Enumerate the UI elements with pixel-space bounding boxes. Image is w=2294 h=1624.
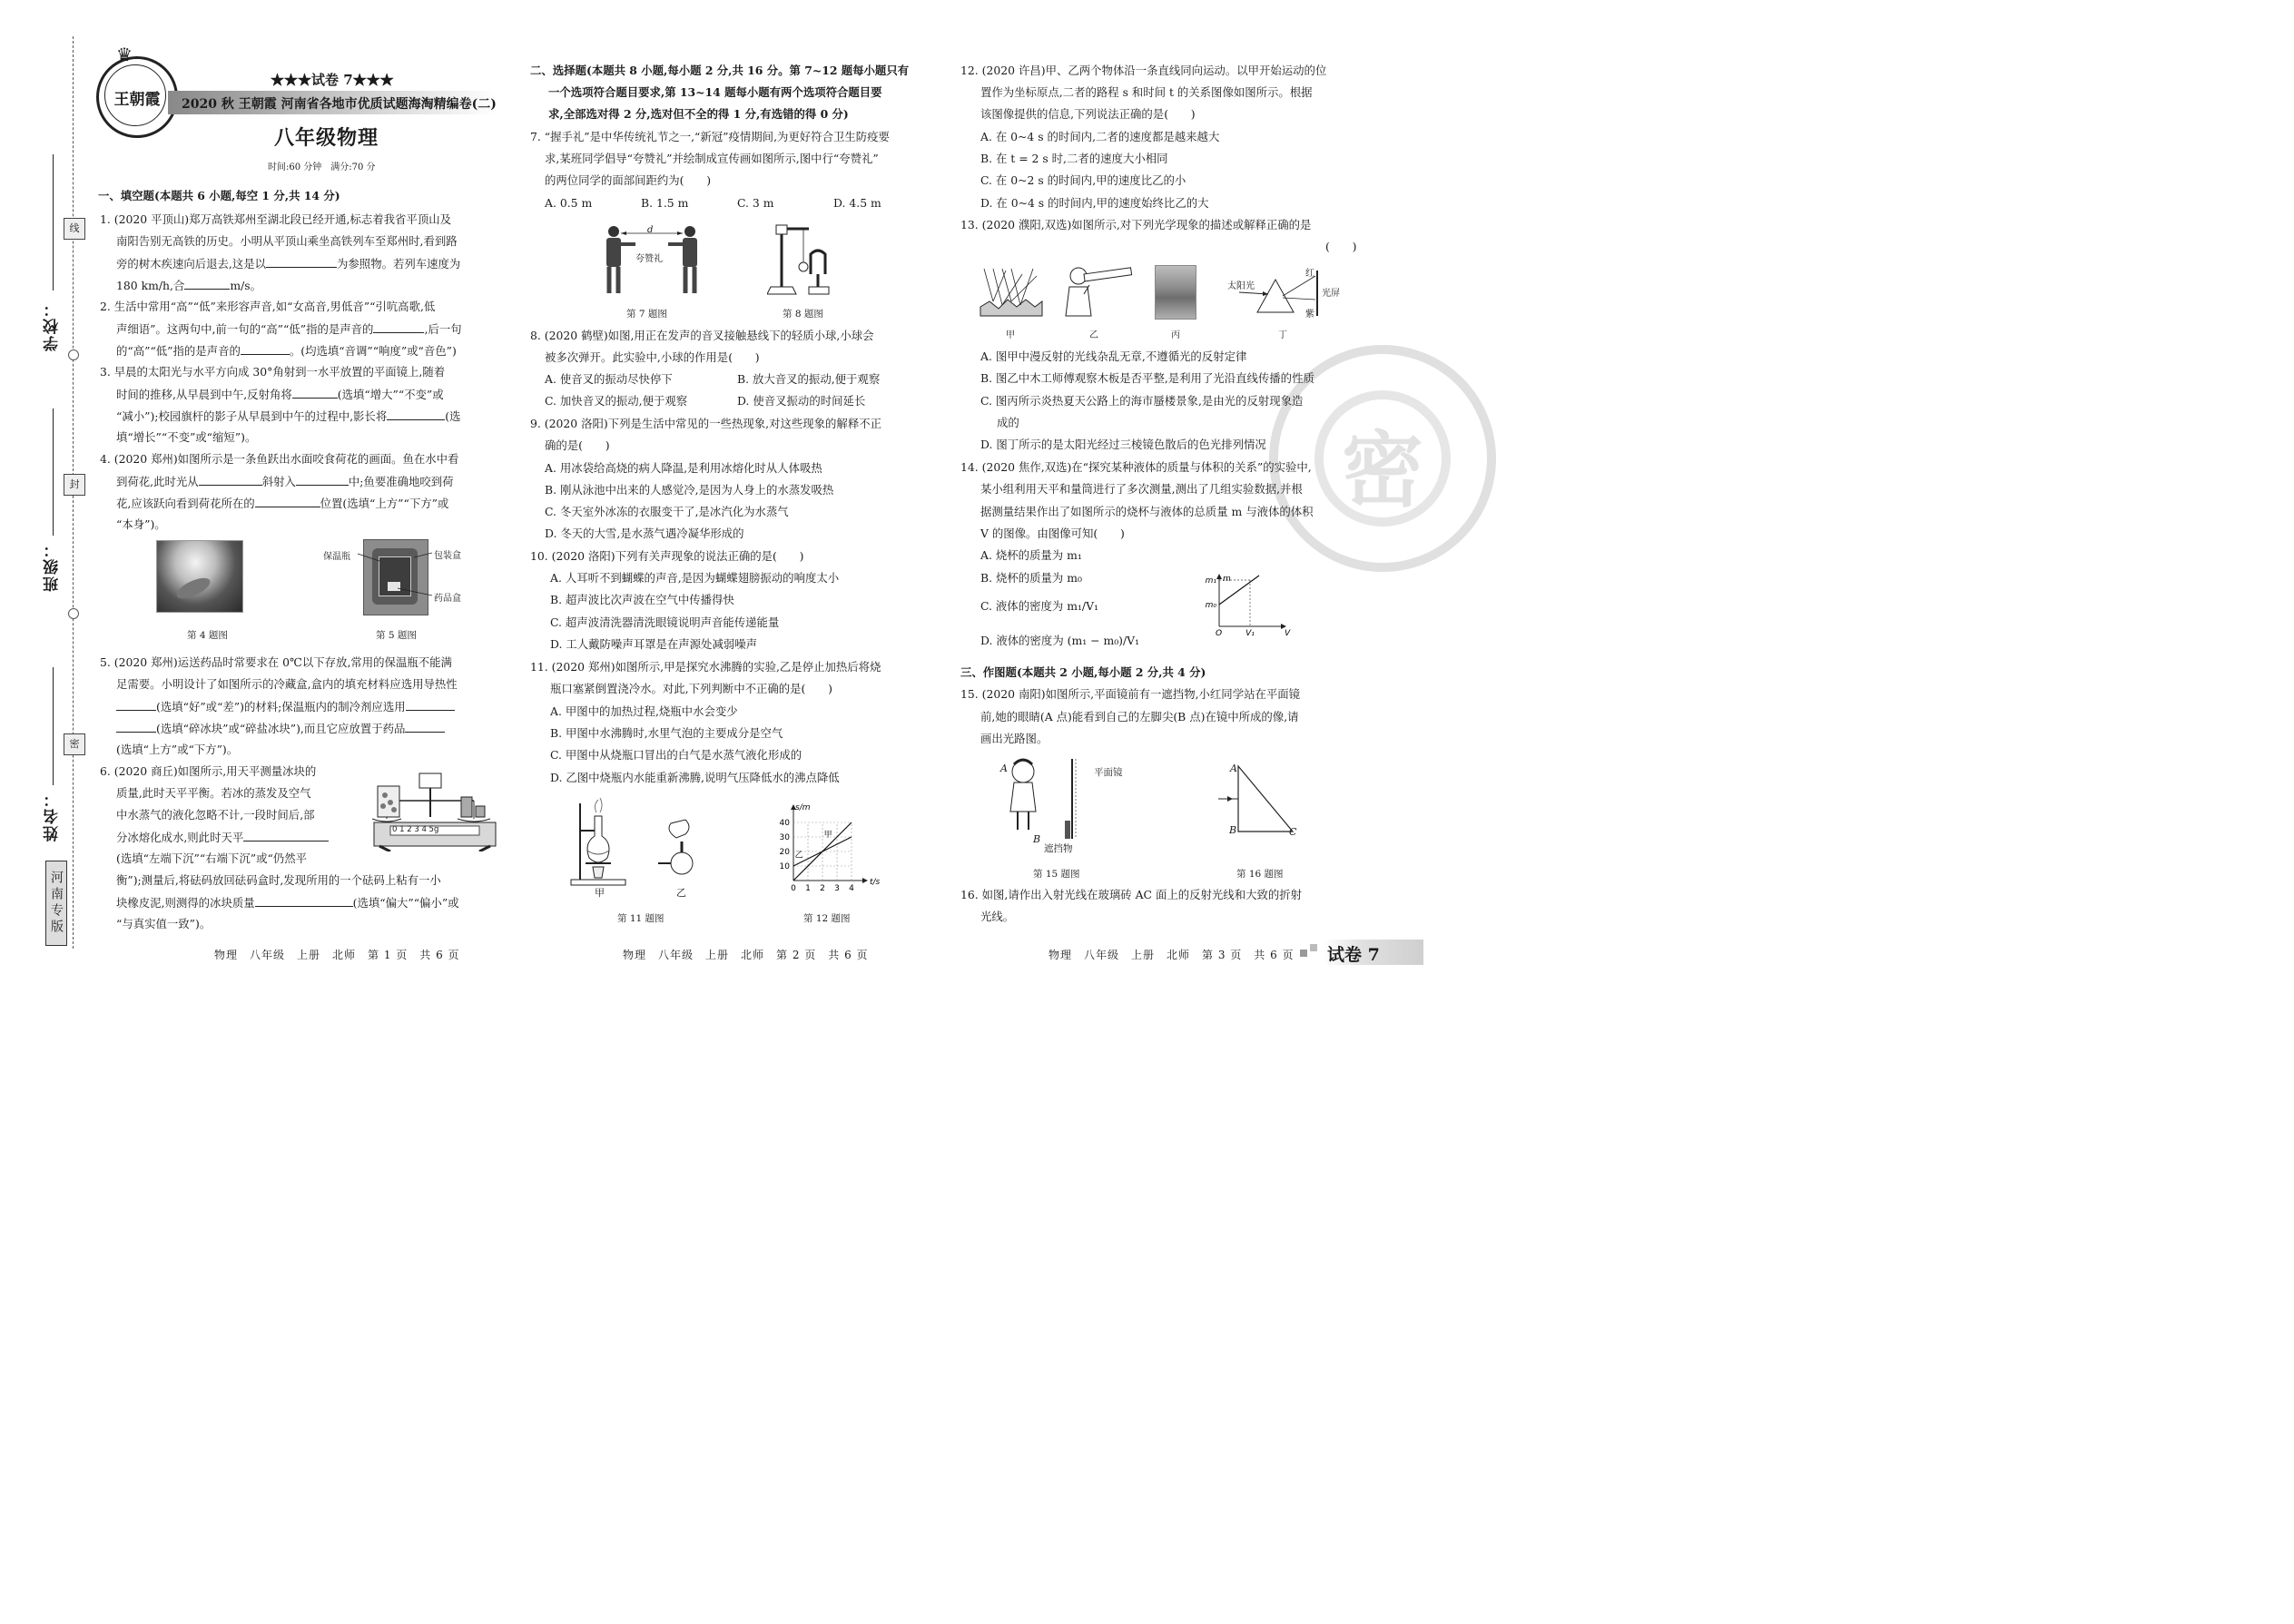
seal-mark-3: 密 [64,733,85,755]
q7-option[interactable]: C. 3 m [737,196,774,210]
answer-blank[interactable] [405,721,445,733]
figure-5-caption: 第 5 题图 [376,630,417,641]
answer-blank[interactable] [199,474,262,486]
fig16-label: C [1289,826,1297,838]
fig5-label: 药品盒 [434,594,461,604]
x-tick-label: O [1216,629,1223,637]
q14-option[interactable]: A. 烧杯的质量为 m₁ [980,548,1082,562]
q2-line: 声细语”。这两句中,前一句的“高”“低”指的是声音的 ,后一句 [116,322,462,336]
q12-option[interactable]: A. 在 0~4 s 的时间内,二者的速度都是越来越大 [980,130,1220,143]
q14-option[interactable]: C. 液体的密度为 m₁/V₁ [980,599,1099,613]
q16-line: 光线。 [980,910,1015,923]
x-tick-label: 3 [834,884,840,893]
q6-line: 6. (2020 商丘)如图所示,用天平测量冰块的 [100,764,317,778]
seal-mark-1: 线 [64,218,85,240]
figure-7-caption: 第 7 题图 [626,309,667,320]
section-2-title: 一个选项符合题目要求,第 13~14 题每小题有两个选项符合题目要 [548,85,882,99]
corner-decoration [1300,950,1307,957]
q15-line: 前,她的眼睛(A 点)能看到自己的左脚尖(B 点)在镜中所成的像,请 [980,710,1299,723]
q12-option[interactable]: C. 在 0~2 s 的时间内,甲的速度比乙的小 [980,173,1186,187]
figure-13-jia [979,265,1044,318]
q12-option[interactable]: D. 在 0~4 s 的时间内,甲的速度始终比乙的大 [980,196,1209,210]
q5-line: 5. (2020 郑州)运送药品时常要求在 0℃以下存放,常用的保温瓶不能满 [100,655,452,669]
q3-line: 3. 早晨的太阳光与水平方向成 30°角射到一水平放置的平面镜上,随着 [100,365,446,379]
y-tick-label: 20 [779,848,790,857]
y-tick-label: 10 [779,862,790,871]
fig5-leader-lines [354,545,445,608]
q9-option[interactable]: C. 冬天室外冰冻的衣服变干了,是冰汽化为水蒸气 [545,505,789,518]
q11-line: 瓶口塞紧倒置浇冷水。对此,下列判断中不正确的是( ) [550,682,832,695]
subject-title: 八年级物理 [274,126,379,150]
q3-line: “减小”);校园旗杆的影子从早晨到中午的过程中,影长将 (选 [116,409,461,423]
region-tag: 河南专版 [45,861,67,946]
section-3-title: 三、作图题(本题共 2 小题,每小题 2 分,共 4 分) [960,665,1206,679]
answer-blank[interactable] [255,496,320,507]
q12-line: 置作为坐标原点,二者的路程 s 和时间 t 的关系图像如图所示。根据 [980,85,1313,99]
x-tick-label: 4 [849,884,854,893]
fig13-label: 太阳光 [1227,281,1255,291]
fig15-label: A [1000,763,1008,774]
q13-option[interactable]: A. 图甲中漫反射的光线杂乱无章,不遵循光的反射定律 [980,349,1247,363]
q13-line: ( ) [1325,240,1357,253]
answer-blank[interactable] [387,408,445,420]
q12-option[interactable]: B. 在 t = 2 s 时,二者的速度大小相同 [980,152,1168,165]
corner-tag: 试卷 7 [1324,940,1423,965]
corner-decoration [1310,944,1317,951]
q15-line: 画出光路图。 [980,732,1049,745]
fig13-panel-label: 乙 [1089,330,1098,340]
x-tick-label: 1 [805,884,811,893]
x-axis-label: t/s [870,878,881,887]
figure-16-caption: 第 16 题图 [1236,869,1284,880]
y-axis-label: s/m [795,803,811,812]
fig13-panel-label: 丁 [1278,330,1287,340]
q3-line: 填“增长”“不变”或“缩短”)。 [116,430,257,444]
q7-line: 7. “握手礼”是中华传统礼节之一,“新冠”疫情期间,为更好符合卫生防疫要 [530,130,890,143]
hole-mark [68,349,79,360]
y-tick-label: 30 [779,833,790,842]
figure-13-yi [1062,263,1135,318]
q14-line: 某小组利用天平和量筒进行了多次测量,测出了几组实验数据,并根 [980,482,1303,496]
q8-option[interactable]: D. 使音叉振动的时间延长 [737,394,866,408]
figure-4-caption: 第 4 题图 [187,630,228,641]
q10-option[interactable]: A. 人耳听不到蝴蝶的声音,是因为蝴蝶翅膀振动的响度太小 [550,571,840,585]
crown-icon: ♛ [116,44,133,65]
section-2-title: 求,全部选对得 2 分,选对但不全的得 1 分,有选错的得 0 分) [548,107,849,121]
q13-option-cont: 成的 [997,416,1019,429]
q10-option[interactable]: D. 工人戴防噪声耳罩是在声源处减弱噪声 [550,637,758,651]
fig13-label: 光屏 [1322,289,1340,299]
q5-line: (选填“好”或“差”)的材料;保温瓶内的制冷剂应选用 [116,699,455,714]
q10-line: 10. (2020 洛阳)下列有关声现象的说法正确的是( ) [530,549,804,563]
y-tick-label: 40 [779,819,790,828]
name-field[interactable] [53,667,54,785]
fig7-d-label: d [647,225,654,235]
fig16-label: A [1230,763,1237,774]
figure-13-bing-photo [1155,265,1196,320]
answer-blank[interactable] [373,321,424,333]
answer-blank[interactable] [241,343,290,355]
answer-blank[interactable] [266,256,337,268]
q1-line: 旁的树木疾速向后退去,这是以 为参照物。若列车速度为 [116,257,461,271]
balance-figure [367,770,501,851]
figure-15-caption: 第 15 题图 [1033,869,1080,880]
answer-blank[interactable] [406,699,455,711]
q4-line: 4. (2020 郑州)如图所示是一条鱼跃出水面咬食荷花的画面。鱼在水中看 [100,452,459,466]
q15-line: 15. (2020 南阳)如图所示,平面镜前有一遮挡物,小红同学站在平面镜 [960,687,1301,701]
q12-line: 该图像提供的信息,下列说法正确的是( ) [980,107,1196,121]
fig11-label: 甲 [595,887,605,899]
q12-line: 12. (2020 许昌)甲、乙两个物体沿一条直线同向运动。以甲开始运动的位 [960,64,1327,77]
q13-option[interactable]: D. 图丁所示的是太阳光经过三棱镜色散后的色光排列情况 [980,438,1266,451]
q9-option[interactable]: D. 冬天的大雪,是水蒸气遇冷凝华形成的 [545,527,744,540]
logo: 王朝霞 [96,56,178,138]
answer-blank[interactable] [184,278,230,290]
figure-11-illustration [567,794,713,890]
fig13-panel-label: 甲 [1006,330,1015,340]
figure-4-photo [156,540,243,613]
q7-option[interactable]: B. 1.5 m [641,196,689,210]
q10-option[interactable]: B. 超声波比次声波在空气中传播得快 [550,593,734,606]
series-label: 甲 [823,831,832,840]
q14-line: V 的图像。由图像可知( ) [980,527,1125,540]
q1-line: 180 km/h,合 m/s。 [116,279,262,292]
q6-line: (选填“左端下沉”“右端下沉”或“仍然平 [116,851,307,865]
figure-15-illustration [1003,755,1094,855]
class-field[interactable] [53,408,54,536]
figure-8-illustration [767,218,840,300]
q9-option[interactable]: B. 刚从泳池中出来的人感觉冷,是因为人身上的水蒸发吸热 [545,483,834,497]
figure-12-caption: 第 12 题图 [803,913,851,924]
time-info: 时间:60 分钟 满分:70 分 [268,162,376,172]
figure-11-caption: 第 11 题图 [617,913,665,924]
fig15-label: 平面镜 [1094,767,1123,778]
school-label: 学校： [44,300,62,351]
fig13-label: 红 [1305,269,1314,279]
q13-line: 13. (2020 濮阳,双选)如图所示,对下列光学现象的描述或解释正确的是 [960,218,1312,231]
series-title: 2020 秋 王朝霞 河南省各地市优质试题海淘精编卷(二) [182,97,497,112]
q8-option[interactable]: C. 加快音叉的振动,便于观察 [545,394,688,408]
q5-line: (选填“碎冰块”或“碎盐冰块”),而且它应放置于药品 [116,721,445,736]
q1-line: 1. (2020 平顶山)郑万高铁郑州至湖北段已经开通,标志着我省平顶山及 [100,212,451,226]
q8-line: 被多次弹开。此实验中,小球的作用是( ) [545,350,760,364]
q11-option[interactable]: D. 乙图中烧瓶内水能重新沸腾,说明气压降低水的沸点降低 [550,771,840,784]
hole-mark [68,608,79,619]
fig11-label: 乙 [676,887,686,899]
y-axis-arrow [1216,574,1222,579]
section-1-title: 一、填空题(本题共 6 小题,每空 1 分,共 14 分) [98,189,340,202]
q6-line: 衡”);测量后,将砝码放回砝码盒时,发现所用的一个砝码上粘有一小 [116,873,441,887]
class-label: 班级： [44,540,62,592]
fig7-label: 夸赞礼 [635,254,663,264]
q14-option[interactable]: B. 烧杯的质量为 m₀ [980,571,1082,585]
q6-line: “与真实值一致”)。 [116,917,212,930]
y-tick-label: m₁ [1205,576,1216,586]
q16-line: 16. 如图,请作出入射光线在玻璃砖 AC 面上的反射光线和大致的折射 [960,888,1303,901]
q7-option[interactable]: A. 0.5 m [545,196,593,210]
x-tick-label: 0 [791,884,796,893]
q9-option[interactable]: A. 用冰袋给高烧的病人降温,是利用冰熔化时从人体吸热 [545,461,822,475]
q7-option[interactable]: D. 4.5 m [833,196,881,210]
q11-option[interactable]: C. 甲图中从烧瓶口冒出的白气是水蒸气液化形成的 [550,748,802,762]
q10-option[interactable]: C. 超声波清洗器清洗眼镜说明声音能传递能量 [550,615,780,629]
footer-page-2: 物理 八年级 上册 北师 第 2 页 共 6 页 [623,949,869,961]
q9-line: 确的是( ) [545,438,610,452]
fig5-label: 包装盒 [434,551,461,561]
q7-line: 的两位同学的面部间距约为( ) [545,173,712,187]
answer-blank[interactable] [292,387,338,399]
x-axis-label: V [1285,629,1291,637]
section-2-title: 二、选择题(本题共 8 小题,每小题 2 分,共 16 分。第 7~12 题每小题只有 [530,64,910,77]
q1-line: 南阳告别无高铁的历史。小明从平顶山乘坐高铁列车至郑州时,看到路 [116,234,458,248]
name-label: 姓名： [44,790,62,842]
y-tick-label: m₀ [1205,601,1216,610]
q6-line: 质量,此时天平平衡。若冰的蒸发及空气 [116,786,311,800]
q14-line: 据测量结果作出了如图所示的烧杯与液体的总质量 m 与液体的体积 [980,505,1314,518]
q7-line: 求,某班同学倡导“夸赞礼”并绘制成宣传画如图所示,图中行“夸赞礼” [545,152,879,165]
figure-14-chart [1203,574,1294,637]
q2-line: 2. 生活中常用“高”“低”来形容声音,如“女高音,男低音”“引吭高歌,低 [100,300,436,313]
q4-line: “本身”)。 [116,517,166,531]
y-axis-label: m [1223,575,1231,584]
school-field[interactable] [53,154,54,290]
answer-blank[interactable] [116,721,156,733]
seal-mark-2: 封 [64,474,85,496]
q13-option[interactable]: B. 图乙中木工师傅观察木板是否平整,是利用了光沿直线传播的性质 [980,371,1314,385]
answer-blank[interactable] [116,699,156,711]
q4-line: 到荷花,此时光从 斜射入 中;鱼要准确地咬到荷 [116,475,454,488]
q11-option[interactable]: B. 甲图中水沸腾时,水里气泡的主要成分是空气 [550,726,783,740]
q13-option[interactable]: C. 图丙所示炎热夏天公路上的海市蜃楼景象,是由光的反射现象造 [980,394,1304,408]
q11-line: 11. (2020 郑州)如图所示,甲是探究水沸腾的实验,乙是停止加热后将烧 [530,660,881,674]
fig15-label: 遮挡物 [1044,843,1073,854]
fig16-label: B [1229,824,1237,836]
q8-option[interactable]: A. 使音叉的振动尽快停下 [545,372,673,386]
x-axis-arrow [862,878,868,883]
answer-blank[interactable] [296,474,349,486]
q11-option[interactable]: A. 甲图中的加热过程,烧瓶中水会变少 [550,704,738,718]
paper-number: ★★★试卷 7★★★ [271,72,394,88]
q2-line: 的“高”“低”指的是声音的 。(均选填“音调”“响度”或“音色”) [116,344,457,358]
footer-page-3: 物理 八年级 上册 北师 第 3 页 共 6 页 [1049,949,1295,961]
q14-line: 14. (2020 焦作,双选)在“探究某种液体的质量与体积的关系”的实验中, [960,460,1312,474]
fig5-label: 保温瓶 [323,552,350,562]
watermark-seal: 密 [1269,345,1496,572]
q6-line: 分冰熔化成水,则此时天平 [116,830,329,845]
answer-blank[interactable] [243,830,329,842]
footer-page-1: 物理 八年级 上册 北师 第 1 页 共 6 页 [214,949,460,961]
q8-line: 8. (2020 鹤壁)如图,用正在发声的音叉接触悬线下的轻质小球,小球会 [530,329,874,342]
answer-blank[interactable] [255,895,353,907]
q3-line: 时间的推移,从早晨到中午,反射角将 (选填“增大”“不变”或 [116,388,444,401]
q6-line: 中水蒸气的液化忽略不计,一段时间后,部 [116,808,315,822]
q14-option[interactable]: D. 液体的密度为 (m₁ − m₀)/V₁ [980,634,1140,647]
balance-scale-text: 0 1 2 3 4 5g [392,825,439,834]
q5-line: 足需要。小明设计了如图所示的冷藏盒,盒内的填充材料应选用导热性 [116,677,458,691]
x-tick-label: V₁ [1245,629,1255,637]
figure-12-chart [763,801,890,899]
series-label: 乙 [794,851,803,861]
q6-line: 块橡皮泥,则测得的冰块质量 (选填“偏大”“偏小”或 [116,896,459,910]
fig13-label: 紫 [1305,310,1314,320]
q5-line: (选填“上方”或“下方”)。 [116,743,239,756]
figure-8-caption: 第 8 题图 [783,309,823,320]
fig13-panel-label: 丙 [1171,330,1180,340]
x-tick-label: 2 [820,884,825,893]
q9-line: 9. (2020 洛阳)下列是生活中常见的一些热现象,对这些现象的解释不正 [530,417,881,430]
fig15-label: B [1033,833,1041,845]
q4-line: 花,应该跃向看到荷花所在的 位置(选填“上方”“下方”或 [116,497,449,510]
q8-option[interactable]: B. 放大音叉的振动,便于观察 [737,372,881,386]
binding-margin [0,0,91,1008]
